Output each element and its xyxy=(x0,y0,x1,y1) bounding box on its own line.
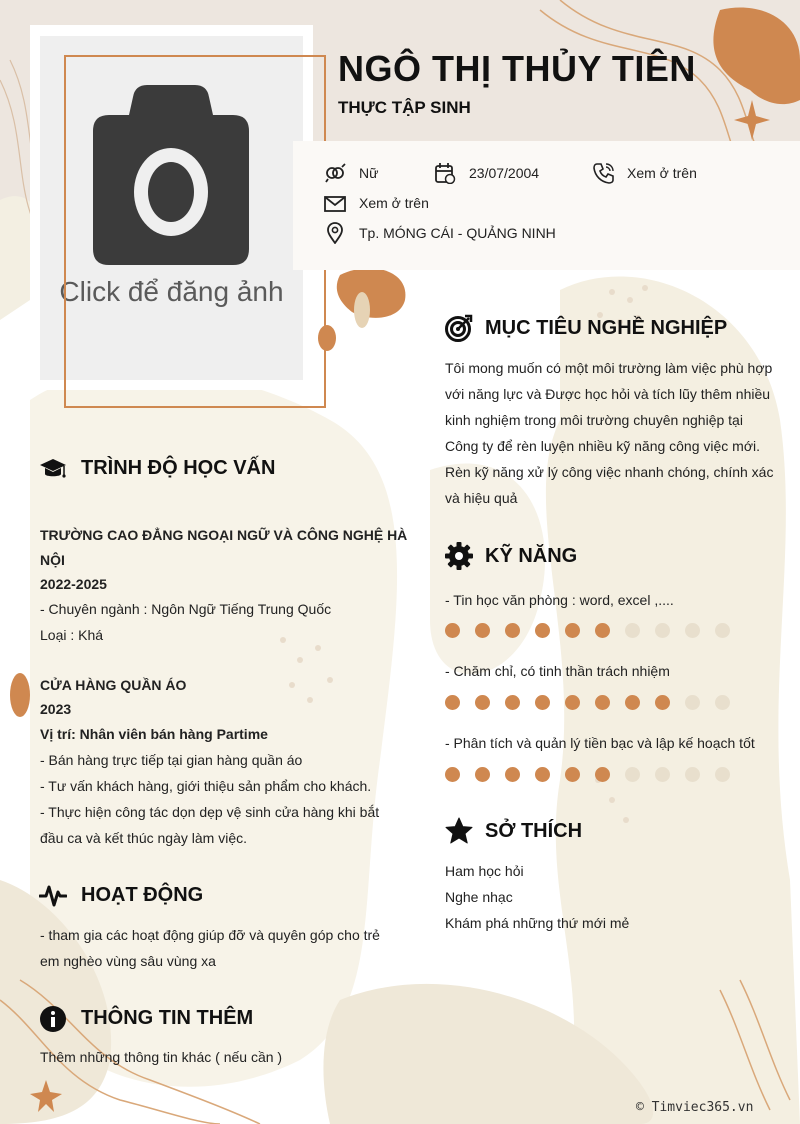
skill-dot-filled xyxy=(505,767,520,782)
skill-dot-empty xyxy=(655,623,670,638)
hobbies-title: SỞ THÍCH xyxy=(485,820,583,842)
skill-dot-filled xyxy=(535,623,550,638)
skill-rating xyxy=(445,695,745,711)
photo-placeholder-text: Click để đăng ảnh xyxy=(59,276,284,307)
skill-dot-empty xyxy=(625,623,640,638)
activities-line: - tham gia các hoạt động giúp đỡ và quyên góp cho trẻ xyxy=(40,927,380,943)
skill-dot-filled xyxy=(565,623,580,638)
skill-rating xyxy=(445,623,745,639)
skill-dot-filled xyxy=(475,695,490,710)
experience-company: CỬA HÀNG QUẦN ÁO xyxy=(40,677,187,693)
email-value: Xem ở trên xyxy=(359,195,429,211)
skill-dot-filled xyxy=(505,695,520,710)
skill-dot-empty xyxy=(715,695,730,710)
objective-line: Công ty để rèn luyện nhiều kỹ năng công việc mới. xyxy=(445,438,761,454)
skill-dot-filled xyxy=(505,623,520,638)
address-value: Tp. MÓNG CÁI - QUẢNG NINH xyxy=(359,225,556,241)
birthday-value: 23/07/2004 xyxy=(469,165,540,181)
info-icon xyxy=(39,1005,67,1033)
skill-dot-filled xyxy=(445,623,460,638)
skill-dot-empty xyxy=(685,767,700,782)
skill-dot-empty xyxy=(685,695,700,710)
calendar-icon xyxy=(434,162,456,184)
job-title: THỰC TẬP SINH xyxy=(338,98,471,117)
experience-duty: đầu ca và kết thúc ngày làm việc. xyxy=(40,830,247,846)
skill-dot-empty xyxy=(685,623,700,638)
skill-dot-filled xyxy=(625,695,640,710)
star-icon xyxy=(445,817,473,845)
school-name-line1: TRƯỜNG CAO ĐẲNG NGOẠI NGỮ VÀ CÔNG NGHỆ HÀ xyxy=(40,527,408,543)
skill-label: - Tin học văn phòng : word, excel ,.... xyxy=(445,592,674,608)
phone-value: Xem ở trên xyxy=(627,165,697,181)
activities-line: em nghèo vùng sâu vùng xa xyxy=(40,953,216,969)
copyright-footer: © Timviec365.vn xyxy=(636,1100,754,1115)
skill-dot-filled xyxy=(535,695,550,710)
hobby-item: Khám phá những thứ mới mẻ xyxy=(445,915,630,931)
additional-info-title: THÔNG TIN THÊM xyxy=(81,1007,254,1029)
additional-info-text: Thêm những thông tin khác ( nếu cần ) xyxy=(40,1049,283,1065)
gender-value: Nữ xyxy=(359,165,379,181)
objective-line: Tôi mong muốn có một môi trường làm việc phù hợp xyxy=(445,360,773,376)
experience-duty: - Bán hàng trực tiếp tại gian hàng quần áo xyxy=(40,752,303,768)
objective-line: với năng lực và Được học hỏi và tích lũy thêm nhiều xyxy=(445,386,771,402)
education-years: 2022-2025 xyxy=(40,576,107,592)
skill-dot-filled xyxy=(475,767,490,782)
mail-icon xyxy=(324,193,346,215)
phone-icon xyxy=(593,162,615,184)
hobby-item: Nghe nhạc xyxy=(445,889,513,905)
skill-label: - Phân tích và quản lý tiền bạc và lập kế hoạch tốt xyxy=(445,735,755,751)
gear-icon xyxy=(445,542,473,570)
education-major: - Chuyên ngành : Ngôn Ngữ Tiếng Trung Quốc xyxy=(40,601,332,617)
skill-dot-filled xyxy=(475,623,490,638)
skill-dot-empty xyxy=(715,767,730,782)
graduation-cap-icon xyxy=(39,455,67,483)
skill-dot-filled xyxy=(565,695,580,710)
skill-dot-filled xyxy=(655,695,670,710)
skill-dot-filled xyxy=(595,695,610,710)
skill-dot-empty xyxy=(625,767,640,782)
target-icon xyxy=(445,314,473,342)
experience-position: Vị trí: Nhân viên bán hàng Partime xyxy=(40,726,268,742)
experience-year: 2023 xyxy=(40,701,72,717)
school-name-line2: NỘI xyxy=(40,552,65,568)
objective-line: Rèn kỹ năng xử lý công việc nhanh chóng, chính xác xyxy=(445,464,774,480)
skill-dot-filled xyxy=(535,767,550,782)
skill-rating xyxy=(445,767,745,783)
skill-dot-empty xyxy=(715,623,730,638)
education-grade: Loại : Khá xyxy=(40,627,104,643)
objective-line: và hiệu quả xyxy=(445,490,518,506)
education-title: TRÌNH ĐỘ HỌC VẤN xyxy=(81,457,276,479)
candidate-name: NGÔ THỊ THỦY TIÊN xyxy=(338,48,696,89)
skill-dot-filled xyxy=(595,767,610,782)
skill-dot-empty xyxy=(655,767,670,782)
hobby-item: Ham học hỏi xyxy=(445,863,524,879)
skill-dot-filled xyxy=(595,623,610,638)
pulse-icon xyxy=(39,882,67,910)
activities-title: HOẠT ĐỘNG xyxy=(81,884,204,906)
skill-dot-filled xyxy=(445,695,460,710)
experience-duty: - Thực hiện công tác dọn dẹp vệ sinh cửa hàng khi bắt xyxy=(40,804,380,820)
skill-label: - Chăm chỉ, có tinh thần trách nhiệm xyxy=(445,663,670,679)
skill-dot-filled xyxy=(445,767,460,782)
location-pin-icon xyxy=(324,222,346,244)
skills-title: KỸ NĂNG xyxy=(485,545,578,567)
objective-title: MỤC TIÊU NGHỀ NGHIỆP xyxy=(485,317,728,339)
gender-icon xyxy=(324,162,346,184)
photo-outline xyxy=(64,55,326,408)
skill-dot-filled xyxy=(565,767,580,782)
objective-line: kinh nghiệm trong môi trường chuyên nghiệp tại xyxy=(445,412,743,428)
experience-duty: - Tư vấn khách hàng, giới thiệu sản phẩm cho khách. xyxy=(40,778,372,794)
